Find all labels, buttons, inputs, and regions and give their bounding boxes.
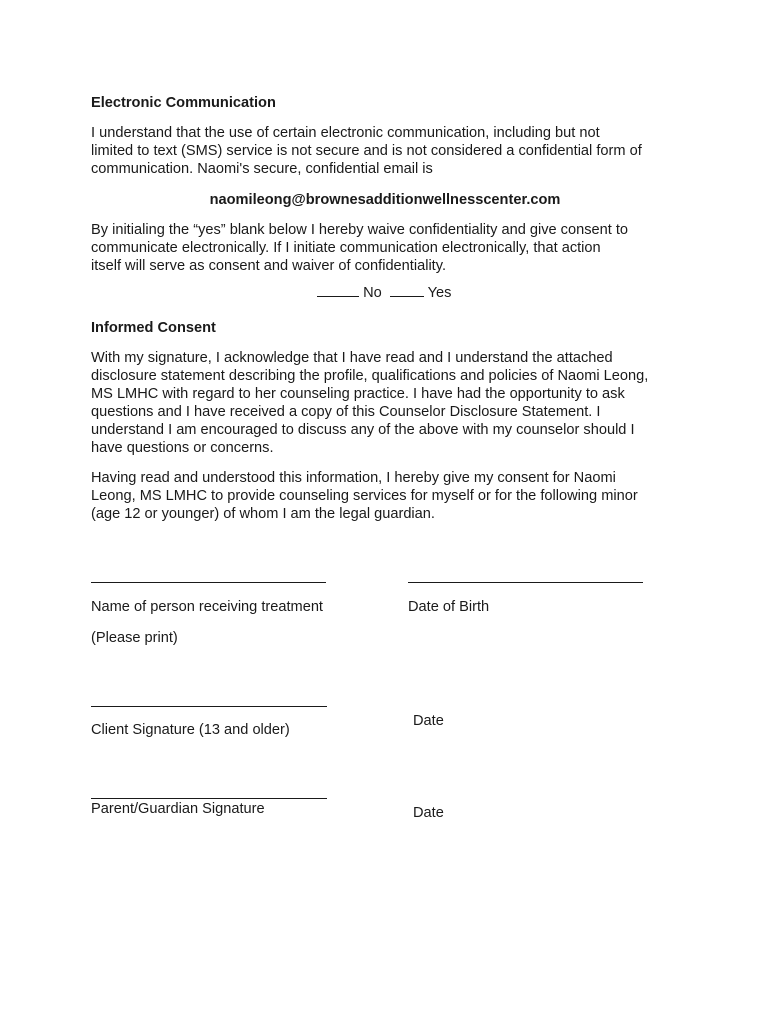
client-signature-line[interactable] — [91, 706, 327, 707]
informed-consent-heading: Informed Consent — [91, 320, 216, 336]
electronic-paragraph-2 — [91, 221, 691, 275]
guardian-signature-line[interactable] — [91, 798, 327, 799]
no-yes-choice — [317, 282, 451, 302]
consent-paragraph-2 — [91, 469, 691, 523]
text-line: MS LMHC with regard to her counseling practice. I have had the opportunity to ask — [91, 386, 625, 402]
electronic-communication-heading: Electronic Communication — [91, 95, 276, 111]
text-line: (age 12 or younger) of whom I am the legal guardian. — [91, 506, 435, 522]
text-line: have questions or concerns. — [91, 440, 274, 456]
text-line: With my signature, I acknowledge that I have read and I understand the attached — [91, 350, 613, 366]
dob-label: Date of Birth — [408, 599, 490, 615]
no-initial-blank[interactable] — [317, 282, 359, 297]
text-line: itself will serve as consent and waiver of confidentiality. — [91, 258, 447, 274]
please-print-label: (Please print) — [91, 630, 178, 646]
text-line: Leong, MS LMHC to provide counseling services for myself or for the following minor — [91, 488, 638, 504]
electronic-paragraph-1 — [91, 124, 691, 178]
text-line: disclosure statement describing the profile, qualifications and policies of Naomi Leong, — [91, 368, 649, 384]
guardian-date-label: Date — [413, 805, 444, 821]
yes-label: Yes — [427, 285, 452, 301]
text-line: questions and I have received a copy of this Counselor Disclosure Statement. I — [91, 404, 601, 420]
client-date-label: Date — [413, 713, 444, 729]
text-line: communicate electronically. If I initiate communication electronically, that action — [91, 240, 601, 256]
text-line: understand I am encouraged to discuss any of the above with my counselor should I — [91, 422, 635, 438]
name-signature-line[interactable] — [91, 582, 326, 583]
yes-initial-blank[interactable] — [390, 282, 424, 297]
dob-signature-line[interactable] — [408, 582, 643, 583]
counselor-email: naomileong@brownesadditionwellnesscenter.com — [209, 192, 561, 208]
guardian-signature-label: Parent/Guardian Signature — [91, 801, 265, 817]
client-signature-label: Client Signature (13 and older) — [91, 722, 290, 738]
name-label: Name of person receiving treatment — [91, 599, 323, 615]
text-line: Having read and understood this information, I hereby give my consent for Naomi — [91, 470, 616, 486]
consent-paragraph-1 — [91, 349, 691, 457]
text-line: By initialing the “yes” blank below I hereby waive confidentiality and give consent to — [91, 222, 629, 238]
text-line: I understand that the use of certain electronic communication, including but not — [91, 125, 600, 141]
text-line: limited to text (SMS) service is not secure and is not considered a confidential form of — [91, 143, 642, 159]
text-line: communication. Naomi's secure, confidential email is — [91, 161, 433, 177]
no-label: No — [363, 285, 382, 301]
